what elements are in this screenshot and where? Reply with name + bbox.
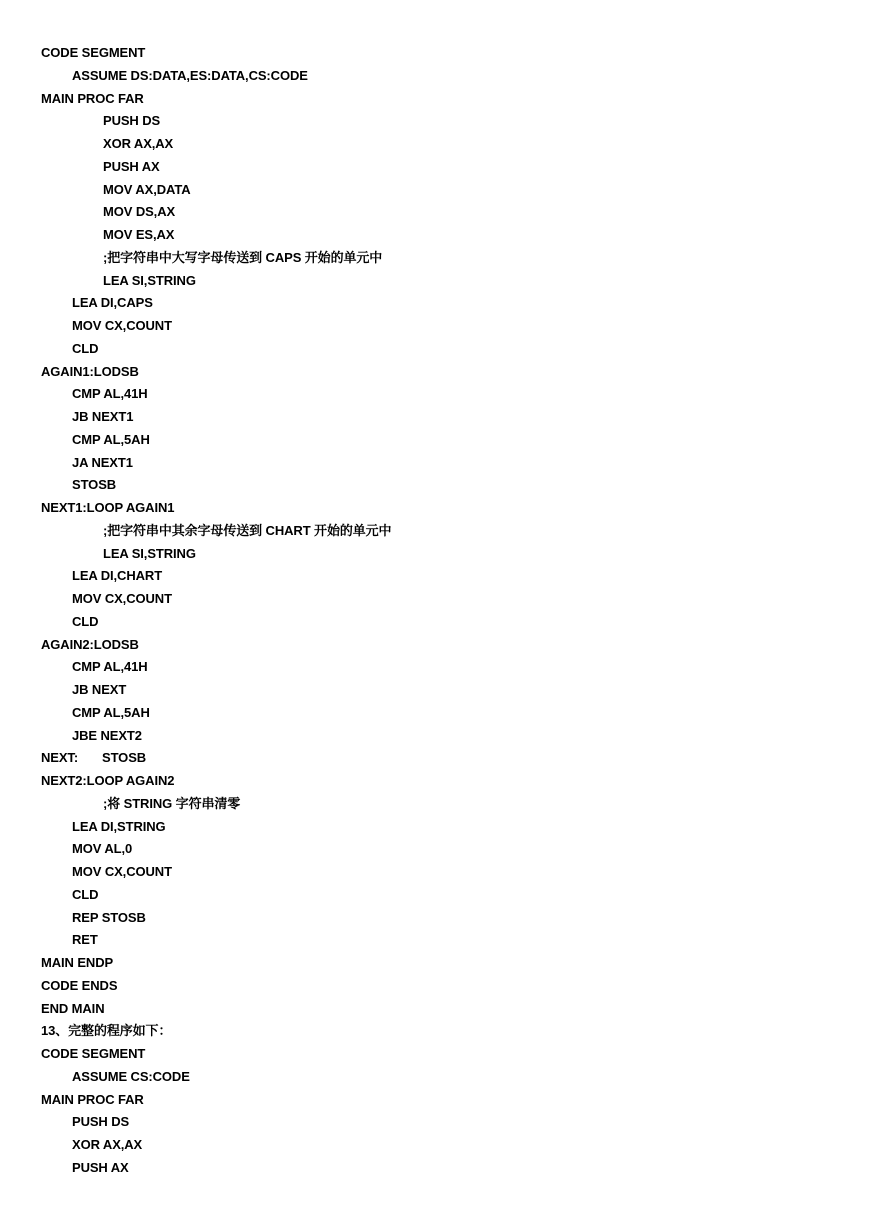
code-line: [41, 1134, 841, 1157]
code-text: JB NEXT: [72, 682, 127, 697]
code-line: [41, 1020, 841, 1043]
document-page: [41, 42, 841, 1180]
code-line: [41, 884, 841, 907]
code-line: [41, 907, 841, 930]
code-line: [41, 861, 841, 884]
code-text: ;把字符串中其余字母传送到 CHART 开始的单元中: [103, 522, 392, 538]
code-line: [41, 179, 841, 202]
code-text: LEA SI,STRING: [103, 272, 196, 288]
code-text: JBE NEXT2: [72, 727, 142, 743]
code-text: END MAIN: [41, 1000, 105, 1016]
code-text: MOV AX,DATA: [103, 181, 191, 197]
code-text: CMP AL,5AH: [72, 704, 150, 720]
code-text: JB NEXT1: [72, 409, 134, 424]
code-line: [41, 543, 841, 566]
code-text: LEA DI,STRING: [72, 818, 166, 834]
code-text: XOR AX,AX: [72, 1137, 143, 1152]
code-line: [41, 747, 841, 770]
code-text: CLD: [72, 613, 99, 629]
code-text: CODE ENDS: [41, 977, 118, 993]
code-text: PUSH DS: [72, 1114, 130, 1130]
code-line: [41, 224, 841, 247]
code-line: [41, 361, 841, 384]
code-line: [41, 975, 841, 998]
code-text: LEA DI,CHART: [72, 568, 163, 584]
code-text: CMP AL,41H: [72, 386, 148, 402]
code-text: XOR AX,AX: [103, 136, 174, 151]
code-text: MOV CX,COUNT: [72, 591, 172, 606]
code-text: ASSUME DS:DATA,ES:DATA,CS:CODE: [72, 67, 308, 83]
code-line: [41, 338, 841, 361]
code-line: [41, 565, 841, 588]
code-text: ASSUME CS:CODE: [72, 1068, 190, 1084]
code-line: [41, 110, 841, 133]
code-line: [41, 998, 841, 1021]
code-label: NEXT:: [41, 750, 79, 766]
code-text: MOV CX,COUNT: [72, 864, 172, 879]
code-line: [41, 702, 841, 725]
code-text: MAIN PROC FAR: [41, 1091, 144, 1107]
code-text: PUSH AX: [72, 1159, 129, 1175]
code-line: [41, 1043, 841, 1066]
code-text: CMP AL,5AH: [72, 431, 150, 447]
code-line: [41, 588, 841, 611]
code-line: [41, 1066, 841, 1089]
code-text: AGAIN2:LODSB: [41, 636, 139, 652]
code-comment-line: [41, 520, 841, 543]
code-text: PUSH AX: [103, 158, 160, 174]
code-line: [41, 156, 841, 179]
code-text: ;将 STRING 字符串清零: [103, 795, 241, 811]
code-text: CODE SEGMENT: [41, 1046, 146, 1061]
code-line: [41, 474, 841, 497]
code-text: LEA DI,CAPS: [72, 295, 153, 311]
code-text: CLD: [72, 886, 99, 902]
code-text: MOV CX,COUNT: [72, 318, 172, 333]
code-line: [41, 133, 841, 156]
code-line: [41, 270, 841, 293]
code-line: [41, 634, 841, 657]
code-line: [41, 656, 841, 679]
code-line: [41, 929, 841, 952]
code-line: [41, 1089, 841, 1112]
code-text: CODE SEGMENT: [41, 45, 146, 60]
code-text: JA NEXT1: [72, 454, 133, 470]
code-text: CLD: [72, 340, 99, 356]
code-line: [41, 383, 841, 406]
code-line: [41, 42, 841, 65]
code-text: MAIN PROC FAR: [41, 90, 144, 106]
code-line: [41, 816, 841, 839]
code-line: [41, 201, 841, 224]
code-line: [41, 838, 841, 861]
code-text: ;把字符串中大写字母传送到 CAPS 开始的单元中: [103, 249, 383, 265]
code-text: AGAIN1:LODSB: [41, 363, 139, 379]
code-text: NEXT2:LOOP AGAIN2: [41, 773, 175, 788]
code-line: [41, 611, 841, 634]
code-text: RET: [72, 932, 98, 948]
code-line: [41, 1157, 841, 1180]
code-text: MAIN ENDP: [41, 955, 114, 970]
code-text: NEXT1:LOOP AGAIN1: [41, 500, 175, 515]
code-line: [41, 315, 841, 338]
code-line: [41, 429, 841, 452]
code-comment-line: [41, 793, 841, 816]
code-line: [41, 497, 841, 520]
code-comment-line: [41, 247, 841, 270]
code-text: REP STOSB: [72, 909, 146, 925]
code-line: [41, 406, 841, 429]
code-line: [41, 65, 841, 88]
code-text: STOSB: [72, 477, 117, 493]
code-line: [41, 292, 841, 315]
code-line: [41, 88, 841, 111]
code-line: [41, 1111, 841, 1134]
code-line: [41, 452, 841, 475]
code-text: STOSB: [102, 750, 147, 766]
code-text: MOV AL,0: [72, 841, 133, 857]
code-line: [41, 679, 841, 702]
code-text: CMP AL,41H: [72, 659, 148, 675]
code-line: [41, 952, 841, 975]
code-text: PUSH DS: [103, 113, 161, 129]
code-line: [41, 770, 841, 793]
code-text: LEA SI,STRING: [103, 545, 196, 561]
code-text: MOV ES,AX: [103, 227, 175, 242]
code-text: 13、完整的程序如下：: [41, 1023, 172, 1039]
code-text: MOV DS,AX: [103, 204, 176, 220]
code-line: [41, 725, 841, 748]
